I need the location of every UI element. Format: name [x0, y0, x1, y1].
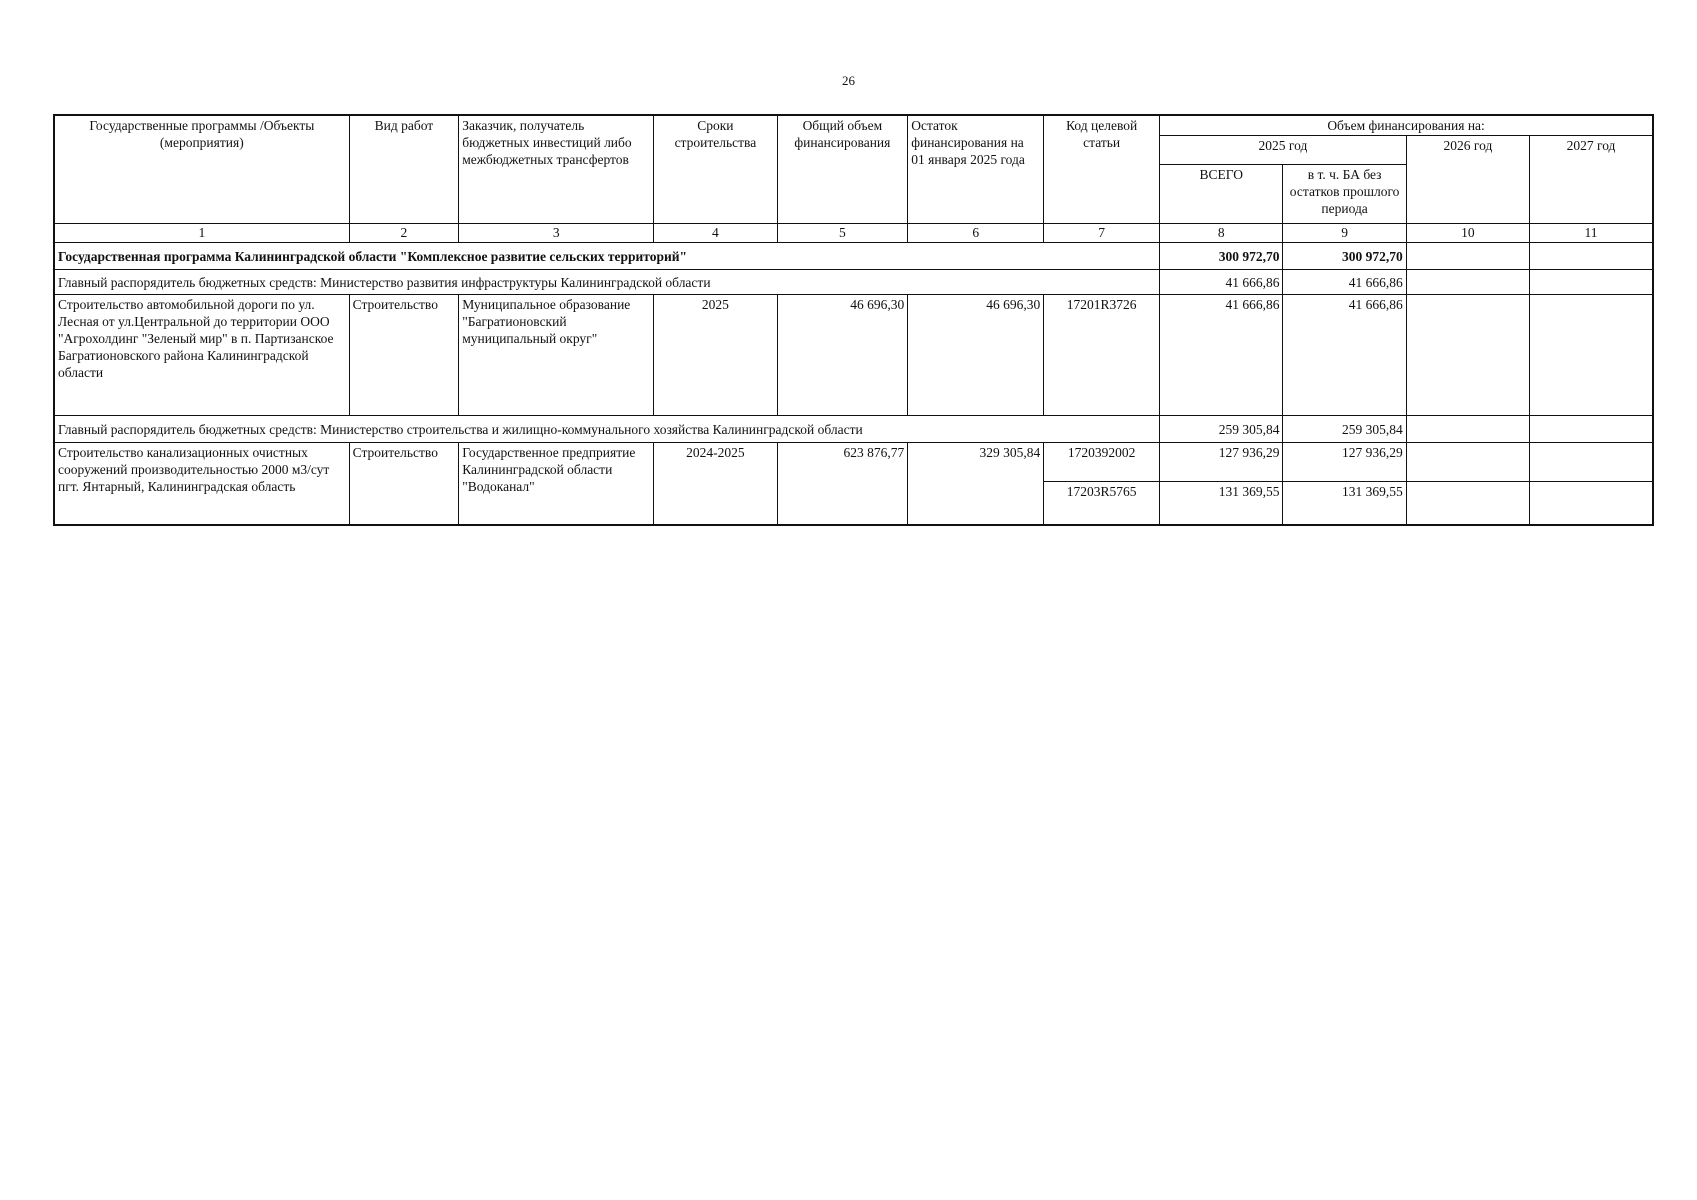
column-number: 11 [1530, 224, 1653, 243]
object-ba: 127 936,29 [1283, 443, 1406, 482]
object-customer: Государственное предприятие Калининградской области "Водоканал" [459, 443, 654, 526]
object-ba: 41 666,86 [1283, 295, 1406, 416]
column-number: 7 [1044, 224, 1160, 243]
object-work-type: Строительство [349, 295, 459, 416]
header-ba: в т. ч. БА без остатков прошлого периода [1283, 165, 1406, 224]
empty-cell [1406, 295, 1529, 416]
object-row [54, 295, 1653, 416]
header-row [54, 115, 1653, 136]
header-total-volume: Общий объем финансирования [777, 115, 908, 224]
column-number: 2 [349, 224, 459, 243]
object-total: 41 666,86 [1160, 295, 1283, 416]
header-total: ВСЕГО [1160, 165, 1283, 224]
object-work-type: Строительство [349, 443, 459, 526]
header-programs: Государственные программы /Объекты (мероприятия) [54, 115, 349, 224]
object-total: 127 936,29 [1160, 443, 1283, 482]
object-rest: 329 305,84 [908, 443, 1044, 526]
object-code: 1720392002 [1044, 443, 1160, 482]
column-number: 5 [777, 224, 908, 243]
header-terms: Сроки строительства [654, 115, 777, 224]
object-term: 2024-2025 [654, 443, 777, 526]
program-ba: 300 972,70 [1283, 243, 1406, 270]
program-total: 300 972,70 [1160, 243, 1283, 270]
column-number: 9 [1283, 224, 1406, 243]
column-number: 6 [908, 224, 1044, 243]
empty-cell [1406, 243, 1529, 270]
header-work-type: Вид работ [349, 115, 459, 224]
object-volume: 46 696,30 [777, 295, 908, 416]
empty-cell [1530, 416, 1653, 443]
object-term: 2025 [654, 295, 777, 416]
object-total: 131 369,55 [1160, 482, 1283, 526]
empty-cell [1530, 295, 1653, 416]
column-number: 1 [54, 224, 349, 243]
object-volume: 623 876,77 [777, 443, 908, 526]
admin-total: 41 666,86 [1160, 270, 1283, 295]
financing-table [53, 114, 1654, 526]
empty-cell [1406, 416, 1529, 443]
empty-cell [1406, 482, 1529, 526]
header-year-2027: 2027 год [1530, 136, 1653, 224]
program-title: Государственная программа Калининградской области "Комплексное развитие сельских территорий" [54, 243, 1160, 270]
empty-cell [1406, 443, 1529, 482]
column-number-row [54, 224, 1653, 243]
empty-cell [1530, 443, 1653, 482]
header-funding-group: Объем финансирования на: [1160, 115, 1653, 136]
empty-cell [1530, 482, 1653, 526]
object-name: Строительство автомобильной дороги по ул. Лесная от ул.Центральной до территории ООО "Агрохолдинг "Зеленый мир" в п. Партизанское Багратионовского района Калининградской области [54, 295, 349, 416]
admin-title: Главный распорядитель бюджетных средств: Министерство строительства и жилищно-коммунального хозяйства Калининградской области [54, 416, 1160, 443]
object-code: 17201R3726 [1044, 295, 1160, 416]
object-rest: 46 696,30 [908, 295, 1044, 416]
column-number: 10 [1406, 224, 1529, 243]
column-number: 4 [654, 224, 777, 243]
header-customer: Заказчик, получатель бюджетных инвестиций либо межбюджетных трансфертов [459, 115, 654, 224]
column-number: 3 [459, 224, 654, 243]
admin-title: Главный распорядитель бюджетных средств: Министерство развития инфраструктуры Калининградской области [54, 270, 1160, 295]
object-row [54, 443, 1653, 482]
admin-ba: 41 666,86 [1283, 270, 1406, 295]
empty-cell [1530, 270, 1653, 295]
object-ba: 131 369,55 [1283, 482, 1406, 526]
admin-ba: 259 305,84 [1283, 416, 1406, 443]
object-customer: Муниципальное образование "Багратионовский муниципальный округ" [459, 295, 654, 416]
admin-total: 259 305,84 [1160, 416, 1283, 443]
empty-cell [1406, 270, 1529, 295]
empty-cell [1530, 243, 1653, 270]
column-number: 8 [1160, 224, 1283, 243]
object-name: Строительство канализационных очистных сооружений производительностью 2000 м3/сут пгт. Янтарный, Калининградская область [54, 443, 349, 526]
page-number: 26 [842, 73, 855, 88]
header-remaining: Остаток финансирования на 01 января 2025 года [908, 115, 1044, 224]
header-year-2026: 2026 год [1406, 136, 1529, 224]
header-target-code: Код целевой статьи [1044, 115, 1160, 224]
admin-row [54, 416, 1653, 443]
header-year-2025: 2025 год [1160, 136, 1407, 165]
object-code: 17203R5765 [1044, 482, 1160, 526]
program-row [54, 243, 1653, 270]
admin-row [54, 270, 1653, 295]
